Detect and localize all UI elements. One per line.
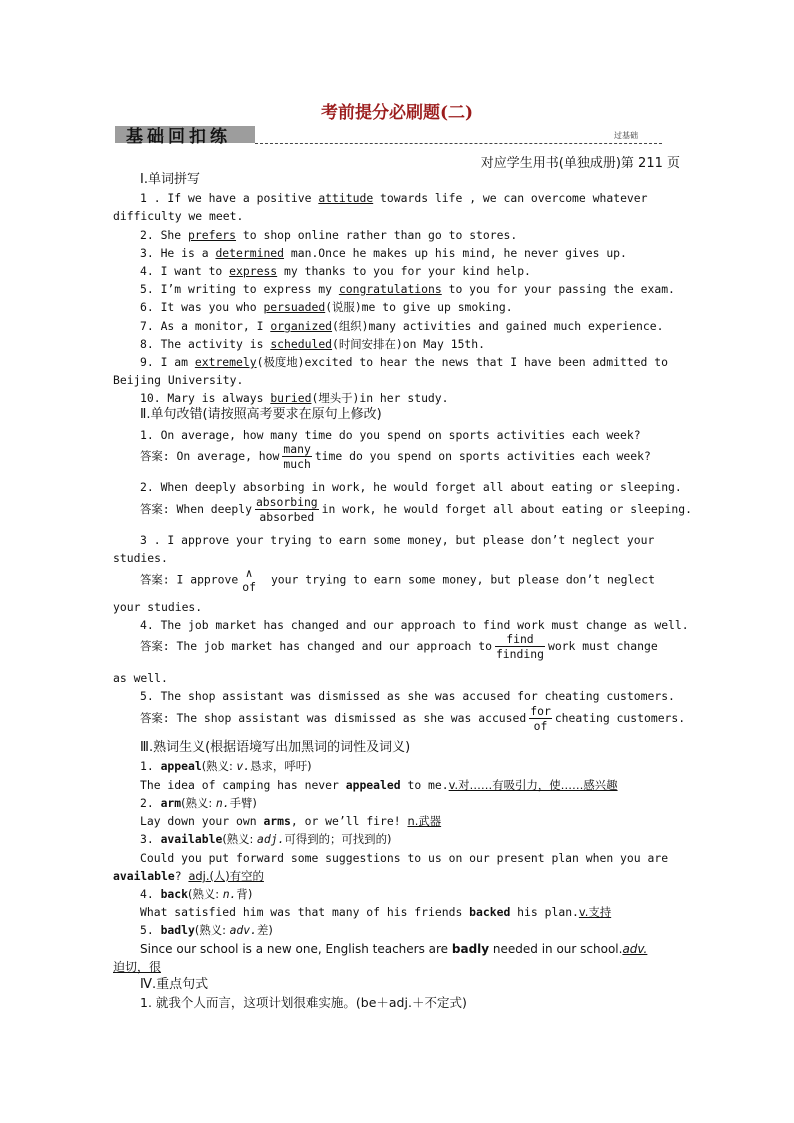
s3-word-3: 3. available(熟义: adj.可得到的；可找到的): [140, 832, 392, 846]
banner-tag: 过基础: [614, 131, 638, 140]
s3-word-5: 5. badly(熟义: adv.差): [140, 923, 273, 937]
section4-heading: Ⅳ.重点句式: [140, 977, 209, 992]
s2-answer-5: 答案: The shop assistant was dismissed as she was accused $\frac{\text{for}}{of}$ cheating customers.: [140, 704, 686, 733]
s4-sentence-1: 1. 就我个人而言，这项计划很难实施。(be＋adj.＋不定式): [140, 995, 467, 1010]
s3-sentence-5: Since our school is a new one, English teachers are badly needed in our school.adv.: [140, 942, 648, 956]
page-title: 考前提分必刷题(二): [320, 103, 474, 123]
s3-sentence-5-cont: 迫切，很: [113, 960, 162, 974]
book-reference: 对应学生用书(单独成册)第 211 页: [480, 156, 680, 171]
s2-question-1: 1. On average, how many time do you spend on sports activities each week?: [140, 428, 641, 442]
s1-item-3: 3. He is a determined man.Once he makes up his mind, he never gives up.: [140, 246, 627, 260]
s3-sentence-3: Could you put forward some suggestions to us on our present plan when you are: [140, 851, 669, 865]
s2-question-5: 5. The shop assistant was dismissed as she was accused for cheating customers.: [140, 689, 675, 703]
s3-sentence-3-cont: available? adj.(人)有空的: [113, 869, 264, 883]
s2-question-2: 2. When deeply absorbing in work, he would forget all about eating or sleeping.: [140, 480, 682, 494]
s2-question-4: 4. The job market has changed and our approach to find work must change as well.: [140, 618, 689, 632]
s1-item-9-cont: Beijing University.: [113, 373, 244, 387]
s3-word-2: 2. arm(熟义: n.手臂): [140, 796, 257, 810]
s2-question-3: 3 . I approve your trying to earn some money, but please don’t neglect your: [140, 533, 655, 547]
s3-sentence-4: What satisfied him was that many of his friends backed his plan.v.支持: [140, 905, 612, 919]
section3-heading: Ⅲ.熟词生义(根据语境写出加黑词的词性及词义): [140, 740, 411, 755]
s2-answer-2: 答案: When deeply $\frac{\text{absorbing}}{\text{absorbed}}$ in work, he would forget all about eating or sleeping.: [140, 495, 692, 524]
s2-answer-4: 答案: The job market has changed and our approach to $\frac{\text{find}}{\text{finding}}$ work must change: [140, 632, 658, 661]
s2-answer-4-cont: as well.: [113, 671, 168, 685]
s1-item-5: 5. I’m writing to express my congratulations to you for your passing the exam.: [140, 282, 675, 296]
s2-answer-1: 答案: On average, how $\frac{\text{many}}{\text{much}}$ time do you spend on sports activities each week?: [140, 442, 651, 471]
s1-item-6: 6. It was you who persuaded(说服)me to give up smoking.: [140, 300, 513, 314]
dashed-divider: [255, 143, 662, 144]
s3-sentence-1: The idea of camping has never appealed to me.v.对……有吸引力，使……感兴趣: [140, 778, 618, 792]
s1-item-2: 2. She prefers to shop online rather than go to stores.: [140, 228, 518, 242]
s1-item-1: 1 . If we have a positive attitude towards life , we can overcome whatever: [140, 191, 648, 205]
s1-item-9: 9. I am extremely(极度地)excited to hear the news that I have been admitted to: [140, 355, 668, 369]
s1-item-8: 8. The activity is scheduled(时间安排在)on May 15th.: [140, 337, 486, 351]
s1-item-4: 4. I want to express my thanks to you for your kind help.: [140, 264, 531, 278]
section-banner-label: 基础回扣练: [126, 127, 231, 147]
s1-item-1-cont: difficulty we meet.: [113, 209, 244, 223]
s1-item-10: 10. Mary is always buried(埋头于)in her study.: [140, 391, 449, 405]
s3-sentence-2: Lay down your own arms, or we’ll fire! n.武器: [140, 814, 442, 828]
s2-question-3-cont: studies.: [113, 551, 168, 565]
s3-word-1: 1. appeal(熟义: v.恳求，呼吁): [140, 759, 312, 773]
s2-answer-3: 答案: I approve ∧ of your trying to earn some money, but please don’t neglect: [140, 566, 655, 594]
section2-heading: Ⅱ.单句改错(请按照高考要求在原句上修改): [140, 407, 382, 422]
s2-answer-3-cont: your studies.: [113, 600, 203, 614]
section1-heading: Ⅰ.单词拼写: [140, 172, 200, 187]
s1-item-7: 7. As a monitor, I organized(组织)many activities and gained much experience.: [140, 319, 664, 333]
s3-word-4: 4. back(熟义: n.背): [140, 887, 253, 901]
